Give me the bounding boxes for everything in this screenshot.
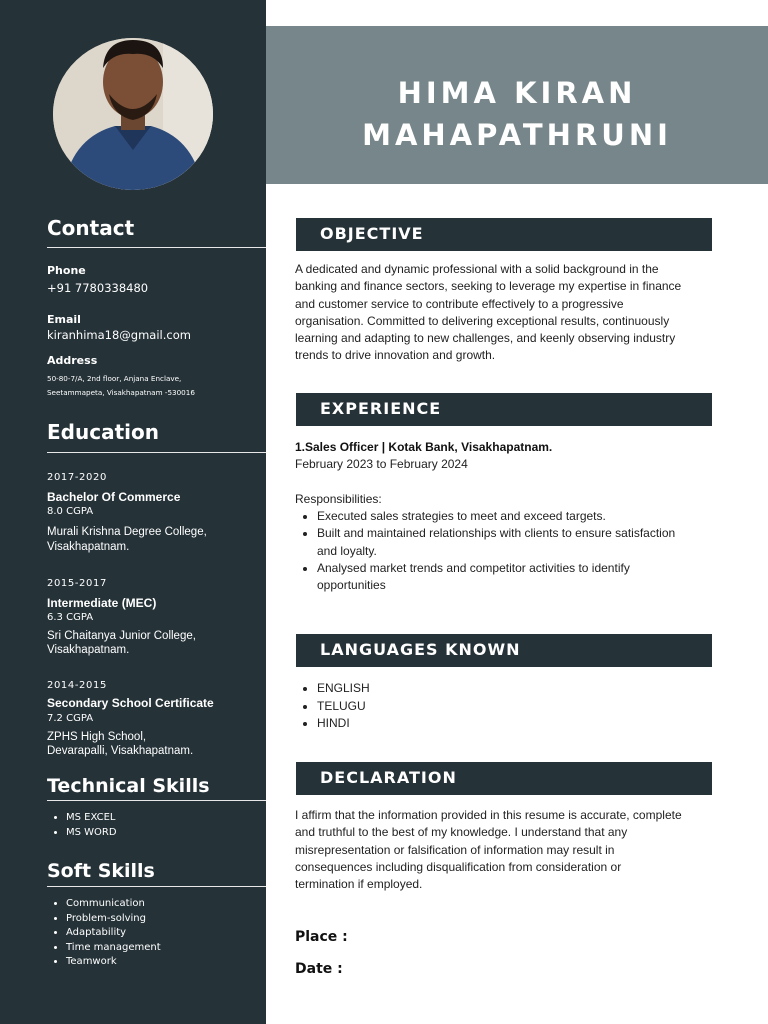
phone-label: Phone [47, 264, 86, 277]
email-label: Email [47, 313, 81, 326]
objective-line: organisation. Committed to delivering exceptional results, continuously [295, 313, 670, 328]
declaration-line: and truthful to the best of my knowledge. I understand that any [295, 825, 628, 840]
responsibilities-label: Responsibilities: [295, 492, 382, 506]
education-gpa: 6.3 CGPA [47, 612, 94, 623]
language-item: • HINDI [317, 715, 727, 733]
declaration-line: consequences including disqualification from consideration or [295, 859, 622, 874]
education-divider [47, 452, 266, 453]
responsibility-item [317, 560, 727, 595]
address-label: Address [47, 354, 98, 367]
declaration-heading [296, 762, 712, 795]
technical-skills-title: Technical Skills [47, 775, 210, 797]
declaration-line: termination if employed. [295, 877, 423, 892]
contact-divider [47, 247, 266, 248]
education-degree: Secondary School Certificate [47, 696, 214, 710]
language-item: • ENGLISH [317, 680, 727, 698]
skill-item: • Teamwork [66, 955, 161, 970]
email-value: kiranhima18@gmail.com [47, 328, 191, 342]
declaration-line: I affirm that the information provided in this resume is accurate, complete [295, 808, 682, 822]
education-degree: Intermediate (MEC) [47, 596, 157, 610]
languages-list [296, 680, 727, 733]
skill-item: • MS EXCEL [66, 810, 117, 825]
declaration-line: misrepresentation or falsification of information may result in [295, 842, 615, 857]
education-institution-line-2: Visakhapatnam. [47, 644, 130, 656]
education-gpa: 8.0 CGPA [47, 506, 94, 517]
name-banner [266, 26, 768, 184]
responsibility-item [317, 525, 727, 560]
objective-line: learning and adapting to new challenges, and keenly observing industry [295, 331, 676, 346]
objective-text [295, 261, 715, 365]
skill-item: • Adaptability [66, 926, 161, 941]
education-institution-line-1: Sri Chaitanya Junior College, [47, 630, 196, 642]
skill-item: • Problem-solving [66, 912, 161, 927]
education-institution-line-1: Murali Krishna Degree College, [47, 526, 207, 538]
soft-skills-list [48, 897, 161, 970]
skill-item: • Time management [66, 941, 161, 956]
address-line-1: 50-80-7/A, 2nd floor, Anjana Enclave, [47, 374, 182, 383]
languages-title: LANGUAGES KNOWN [320, 640, 521, 659]
contact-title: Contact [47, 216, 135, 240]
responsibility-item [317, 508, 727, 525]
name-last: MAHAPATHRUNI [362, 118, 672, 152]
soft-skills-title: Soft Skills [47, 860, 155, 882]
profile-photo [53, 38, 213, 190]
skill-item: • Communication [66, 897, 161, 912]
objective-line: banking and finance sectors, seeking to leverage my expertise in finance [295, 279, 682, 294]
responsibility-text: and loyalty. [317, 543, 377, 558]
technical-skills-divider [47, 800, 266, 801]
soft-skills-divider [47, 886, 266, 887]
experience-title: EXPERIENCE [320, 399, 442, 418]
education-institution-line-2: Devarapalli, Visakhapatnam. [47, 745, 194, 757]
technical-skills-list [48, 810, 117, 840]
experience-dates: February 2023 to February 2024 [295, 457, 468, 471]
education-years: 2017-2020 [47, 472, 107, 483]
name-first: HIMA KIRAN [397, 76, 637, 110]
objective-line: and customer service to contribute effectively to a progressive [295, 296, 624, 311]
sidebar [0, 0, 266, 1024]
responsibilities-list [296, 508, 727, 594]
responsibility-text: Executed sales strategies to meet and exceed targets. [317, 509, 606, 523]
experience-heading [296, 393, 712, 426]
declaration-text [295, 807, 715, 893]
education-gpa: 7.2 CGPA [47, 713, 94, 724]
skill-item: • MS WORD [66, 825, 117, 840]
education-degree: Bachelor Of Commerce [47, 490, 181, 504]
objective-line: A dedicated and dynamic professional with a solid background in the [295, 262, 659, 276]
phone-value: +91 7780338480 [47, 281, 149, 295]
responsibility-text: • Analysed market trends and competitor activities to identify [317, 560, 630, 575]
education-institution-line-2: Visakhapatnam. [47, 541, 130, 553]
languages-heading [296, 634, 712, 667]
address-line-2: Seetammapeta, Visakhapatnam -530016 [47, 388, 195, 397]
education-institution-line-1: ZPHS High School, [47, 731, 147, 743]
place-label: Place : [295, 929, 348, 945]
responsibility-text: opportunities [317, 578, 386, 593]
language-item: • TELUGU [317, 698, 727, 716]
profile-photo-icon [53, 38, 213, 190]
education-title: Education [47, 420, 159, 444]
objective-title: OBJECTIVE [320, 224, 424, 243]
date-label: Date : [295, 961, 343, 977]
experience-role: 1.Sales Officer | Kotak Bank, Visakhapatnam. [295, 440, 553, 454]
objective-line: trends to drive innovation and growth. [295, 348, 496, 363]
education-years: 2015-2017 [47, 578, 107, 589]
declaration-title: DECLARATION [320, 768, 457, 787]
responsibility-text: • Built and maintained relationships with clients to ensure satisfaction [317, 526, 676, 541]
education-years: 2014-2015 [47, 680, 107, 691]
objective-heading [296, 218, 712, 251]
